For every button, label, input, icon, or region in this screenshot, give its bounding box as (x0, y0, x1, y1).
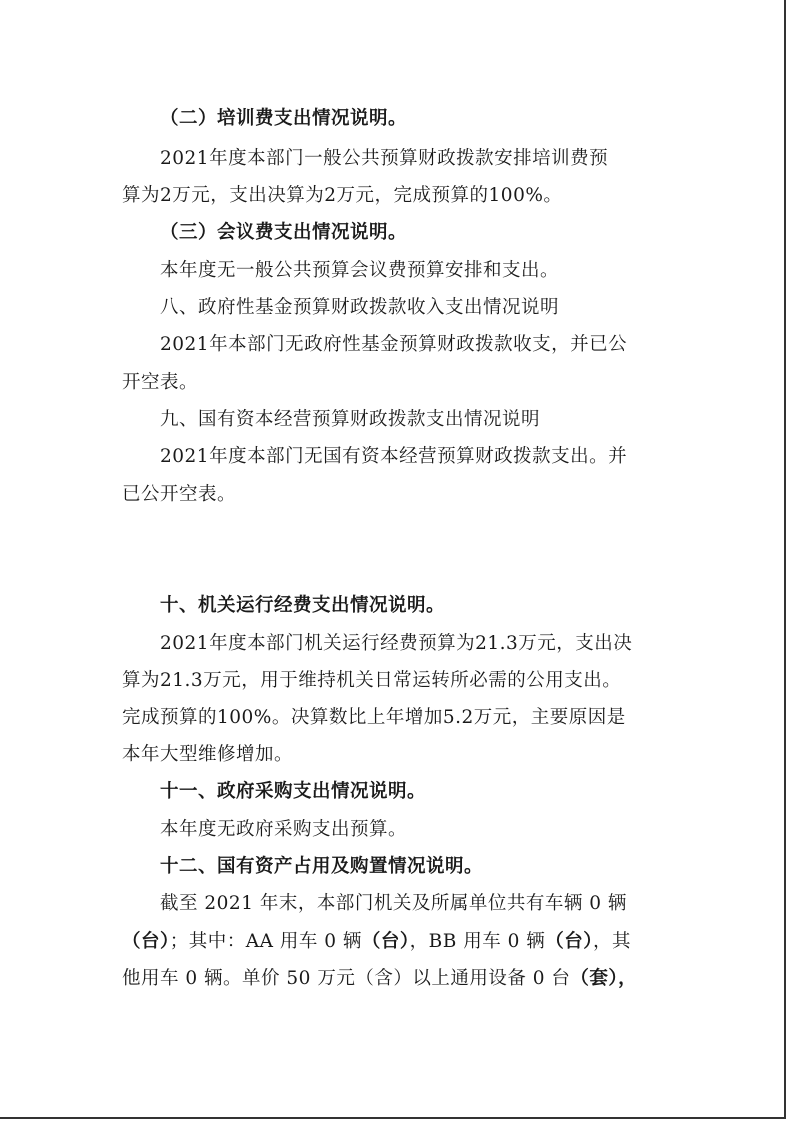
section-9-text-line-2: 已公开空表。 (122, 484, 237, 505)
section-11-text-line-1: 本年度无政府采购支出预算。 (160, 819, 408, 840)
section-3-text-line-1: 本年度无一般公共预算会议费预算安排和支出。 (160, 260, 560, 281)
section-12-text-line-1: 截至 2021 年末，本部门机关及所属单位共有车辆 0 辆 (160, 893, 627, 914)
paren-tai-1: （台） (122, 931, 170, 952)
section-12-text-line-2 (122, 930, 682, 954)
text-segment: ，其 (593, 931, 632, 952)
section-10-text-line-4: 本年大型维修增加。 (122, 744, 294, 765)
section-10-text-line-3: 完成预算的100%。决算数比上年增加5.2万元，主要原因是 (122, 707, 626, 728)
section-9-title: 九、国有资本经营预算财政拨款支出情况说明 (160, 409, 541, 430)
paren-tai-3: （台） (545, 931, 594, 952)
section-8-text-line-2: 开空表。 (122, 372, 199, 393)
paren-tao: （套）， (570, 968, 638, 989)
section-9-text-line-1: 2021年度本部门无国有资本经营预算财政拨款支出。并 (160, 446, 628, 467)
paren-tai-2: （台） (361, 931, 410, 952)
section-12-title: 十二、国有资产占用及购置情况说明。 (160, 856, 484, 877)
section-10-title: 十、机关运行经费支出情况说明。 (160, 595, 446, 616)
section-3-title: （三）会议费支出情况说明。 (160, 222, 408, 243)
section-2-text-line-1: 2021年度本部门一般公共预算财政拨款安排培训费预 (160, 148, 609, 169)
text-segment: 他用车 0 辆。单价 50 万元（含）以上通用设备 0 台 (122, 968, 571, 989)
section-10-text-line-2: 算为21.3万元，用于维持机关日常运转所必需的公用支出。 (122, 670, 622, 691)
section-12-text-line-3 (122, 967, 682, 991)
section-2-text-line-2: 算为2万元，支出决算为2万元，完成预算的100%。 (122, 185, 563, 206)
text-segment: ；其中：AA 用车 0 辆 (169, 931, 362, 952)
section-10-text-line-1: 2021年度本部门机关运行经费预算为21.3万元，支出决 (160, 633, 633, 654)
text-segment: ，BB 用车 0 辆 (409, 931, 546, 952)
section-11-title: 十一、政府采购支出情况说明。 (160, 781, 427, 802)
section-8-title: 八、政府性基金预算财政拨款收入支出情况说明 (160, 297, 560, 318)
section-2-title: （二）培训费支出情况说明。 (160, 108, 408, 129)
section-8-text-line-1: 2021年本部门无政府性基金预算财政拨款收支，并已公 (160, 334, 628, 355)
